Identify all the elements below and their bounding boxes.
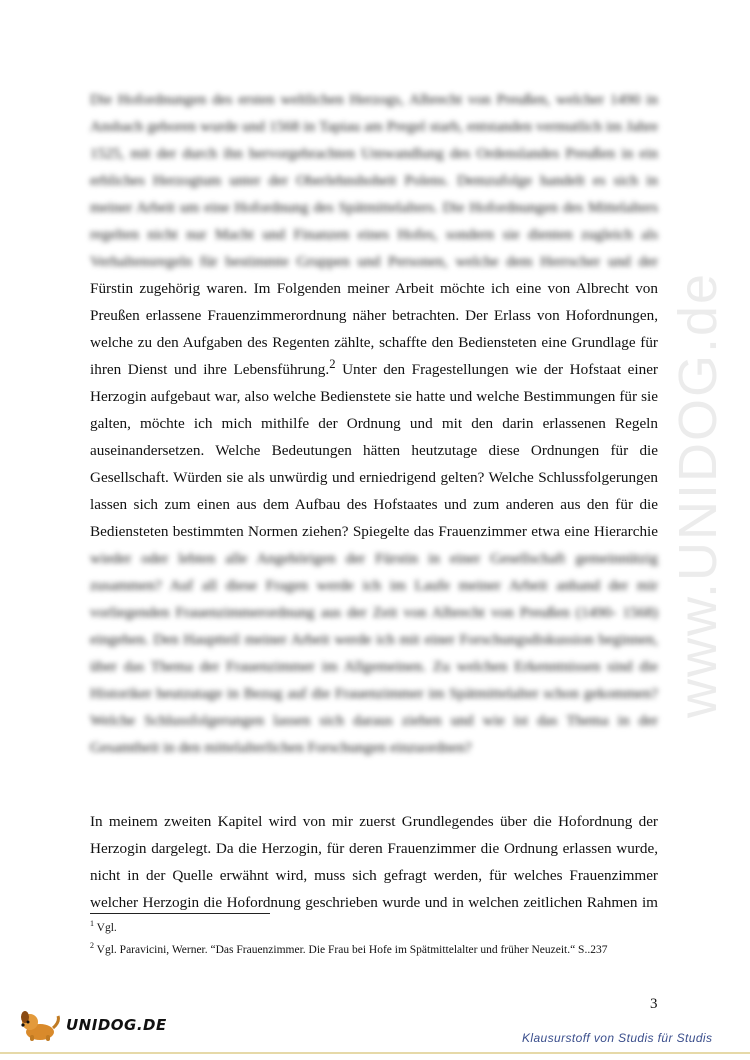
page-number: 3 [650, 996, 658, 1012]
text-line: eingehen. Den Hauptteil meiner Arbeit werde ich mit einer Forschungsdiskussion beginnen, [90, 631, 658, 648]
text-line: auseinandersetzen. Welche Bedeutungen hätten heutzutage diese Ordnungen für die [90, 442, 658, 459]
text-line-with-footnote [90, 356, 658, 383]
text-line: wieder oder lebten alle Angehörigen der Fürstin in einer Gesellschaft gemeinnützig [90, 550, 658, 567]
text-line: Fürstin zugehörig waren. Im Folgenden meiner Arbeit möchte ich eine von Albrecht von [90, 280, 658, 297]
footnote-number: 1 [90, 919, 94, 929]
text-line: Gesamtheit in den mittelalterlichen Forschungen einzuordnen? [90, 739, 472, 756]
text-line: Welche Schlussfolgerungen lassen sich daraus ziehen und wie ist das Thema in der [90, 712, 658, 729]
text-line: meiner Arbeit um eine Hofordnung des Spätmittelalters. Die Hofordnungen des Mittelalters [90, 199, 658, 216]
text-line: Herzogin dargelegt. Da die Herzogin, für deren Frauenzimmer die Ordnung erlassen wurde, [90, 840, 658, 857]
footnote-1 [90, 919, 117, 934]
second-paragraph [90, 808, 658, 916]
footnote-2 [90, 941, 608, 956]
text-line: Herzogin aufgebaut war, also welche Bedienstete sie hatte und welche Bestimmungen für sie [90, 388, 658, 405]
text-line: welche zu den Aufgaben des Regenten zählte, schaffte den Bediensteten eine Grundlage für [90, 334, 658, 351]
footnote-text: Vgl. [96, 922, 117, 934]
text-line: zusammen? Auf all diese Fragen werde ich im Laufe meiner Arbeit anhand der mir [90, 577, 658, 594]
text-line: welcher Herzogin die Hofordnung geschrieben wurde und in welchen zeitlichen Rahmen im [90, 894, 658, 911]
text-line: galten, möchte ich mich mithilfe der Ordnung und mit den darin erlassenen Regeln [90, 415, 658, 432]
text-line: Die Hofordnungen des ersten weltlichen Herzogs, Albrecht von Preußen, welcher 1490 in [90, 91, 658, 108]
text-line: Preußen erlassene Frauenzimmerordnung näher betrachten. Der Erlass von Hofordnungen, [90, 307, 658, 324]
text-line: In meinem zweiten Kapitel wird von mir zuerst Grundlegendes über die Hofordnung der [90, 813, 658, 830]
text-line: Verhaltensregeln für bestimmte Gruppen und Personen, welche dem Herrscher und der [90, 253, 658, 270]
footnote-number: 2 [90, 941, 94, 951]
logo-text: UNIDOG.DE [66, 1016, 167, 1034]
text-line: über das Thema der Frauenzimmer im Allgemeinen. Zu welchen Erkenntnissen sind die [90, 658, 658, 675]
text-line: erbliches Herzogtum unter der Oberlehnshoheit Polens. Demzufolge handelt es sich in [90, 172, 658, 189]
text-fragment: Unter den Fragestellungen wie der Hofstaat einer [335, 361, 658, 378]
text-fragment: ihren Dienst und ihre Lebensführung. [90, 361, 330, 378]
text-line: Historiker heutzutage in Bezug auf die Frauenzimmer im Spätmittelalter schon gekommen? [90, 685, 658, 702]
text-line: Gesellschaft. Würden sie als unwürdig und erniedrigend gelten? Welche Schlussfolgerungen [90, 469, 658, 486]
blurred-paragraph-bottom [90, 545, 658, 761]
text-line: Ansbach geboren wurde und 1568 in Tapiau am Pregel starb, entstanden vermutlich im Jahre [90, 118, 658, 135]
clear-paragraph [90, 275, 658, 545]
text-line: 1525, mit der durch ihn hervorgebrachten Umwandlung des Ordenslandes Preußen in ein [90, 145, 658, 162]
footnote-text: Vgl. Paravicini, Werner. “Das Frauenzimmer. Die Frau bei Hofe im Spätmittelalter und früher Neuzeit.“ S..237 [96, 944, 608, 956]
tagline: Klausurstoff von Studis für Studis [522, 1031, 713, 1045]
dog-mascot-icon [16, 1008, 64, 1042]
footnote-reference: 2 [329, 356, 336, 371]
watermark: www.UNIDOG.de [668, 271, 728, 719]
text-line: nicht in der Quelle erwähnt wird, muss sich gefragt werden, für welches Frauenzimmer [90, 867, 658, 884]
text-line: Bediensteten bestimmten Normen ziehen? Spiegelte das Frauenzimmer etwa eine Hierarchie [90, 523, 658, 540]
blurred-paragraph-top [90, 86, 658, 275]
unidog-logo [16, 1008, 167, 1042]
text-line: vorliegenden Frauenzimmerordnung aus der Zeit von Albrecht von Preußen (1490- 1568) [90, 604, 658, 621]
text-line: regelten nicht nur Macht und Finanzen eines Hofes, sondern sie dienten zugleich als [90, 226, 658, 243]
footer-rule [0, 1052, 750, 1054]
footnote-divider [90, 913, 270, 914]
text-line: lassen sich zum einen aus dem Aufbau des Hofstaates und zum anderen aus den für die [90, 496, 658, 513]
